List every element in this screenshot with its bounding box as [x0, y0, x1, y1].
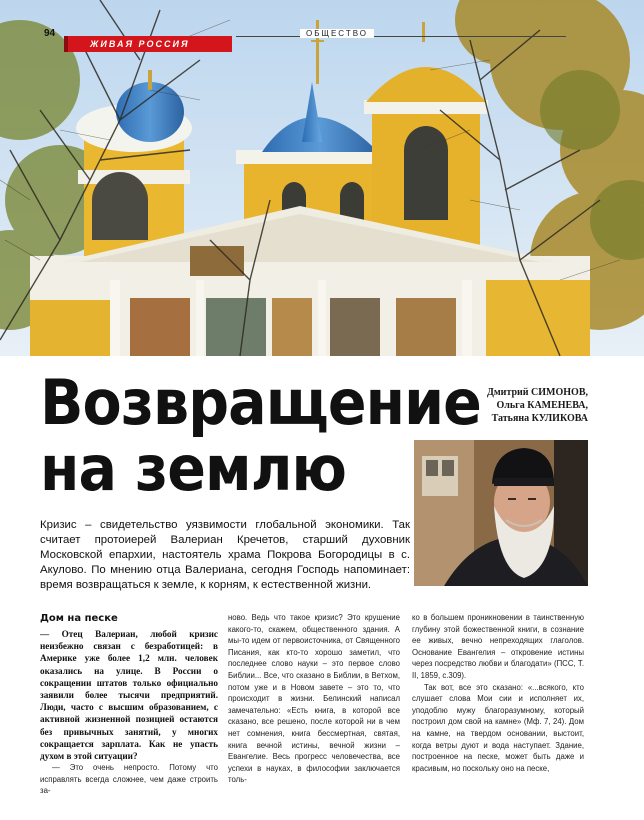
body-paragraph-3b: Так вот, все это сказано: «...всякого, кто слушает слова Мои сии и исполняет их, уподоблю мужу благоразумному, который построил дом свой на камне» (Мф. 7, 24). Дом на камне, на твердом основании, выстоит, когда ветры дуют и вода наступает. Здание, построенное на песке, может быть даже и красивым, но поскольку оно на песке,: [412, 682, 584, 773]
interview-question: — Отец Валериан, любой кризис неизбежно связан с безработицей: в Америке уже более 1,2 млн. человек оказались на улице. В России о сокращении штатов только официально заявили более тысячи предприятий. Люди, часто с высшим образованием, с активной жизненной позицией остаются без привычных занятий, у многих сокращается зарплата. Как не упасть духом в этой ситуации?: [40, 629, 218, 762]
author-1: Дмитрий СИМОНОВ,: [486, 387, 588, 398]
interview-answer-start: — Это очень непросто. Потому что исправлять всегда сложнее, чем даже строить за-: [40, 763, 218, 796]
church-photo: [0, 0, 644, 356]
rubric-label: ОБЩЕСТВО: [300, 29, 374, 38]
body-column-1: [40, 612, 218, 797]
article-title: [40, 366, 481, 505]
author-credits: [487, 386, 588, 425]
section-label: ЖИВАЯ РОССИЯ: [90, 39, 190, 49]
body-paragraph-3a: ко в большем проникновении в таинственную глубину этой божественной книги, в сознание ее живых, вечно непреходящих глаголов. Основание Евангелия – откровение истины через посредство любви и благодати» (ПСС, Т. II, 1859, с.309).: [412, 613, 584, 680]
section-subhead: Дом на песке: [40, 613, 118, 624]
title-line-1: Возвращение: [40, 366, 481, 439]
author-2: Ольга КАМЕНЕВА,: [496, 400, 588, 411]
author-3: Татьяна КУЛИКОВА: [491, 413, 588, 424]
body-paragraph-2: ново. Ведь что такое кризис? Это крушение какого-то, скажем, общественного здания. А мы-то идем от первоисточника, от Священного Писания, как кто-то хорошо заметил, что последнее слово науки – это первое слово Библии... Все, что сказано в Библии, в Ветхом, потом уже и в Новом завете – это то, что происходит в жизни. Белинский написал замечательно: «Есть книга, в которой все сказано, все решено, после которой ни в чем нет сомнения, книга бессмертная, святая, книга вечной истины, вечной жизни – Евангелие. Весь прогресс человечества, все успехи в науках, в философии заключается толь-: [228, 613, 400, 785]
page-number: 94: [44, 28, 56, 39]
title-line-2: на землю: [40, 432, 347, 505]
article-lead: Кризис – свидетельство уязвимости глобальной экономики. Так считает протоиерей Валериан Кречетов, старший духовник Московской епархии, настоятель храма Покрова Богородицы в с. Акулово. По мнению отца Валериана, сегодня Господь напоминает: время возвращаться к земле, к корням, к естественной жизни.: [40, 519, 410, 591]
body-column-2: [228, 612, 400, 786]
rubric-rule: [236, 36, 566, 37]
section-label-bar: [64, 36, 232, 52]
body-column-3: [412, 612, 584, 774]
priest-portrait: [414, 440, 588, 586]
